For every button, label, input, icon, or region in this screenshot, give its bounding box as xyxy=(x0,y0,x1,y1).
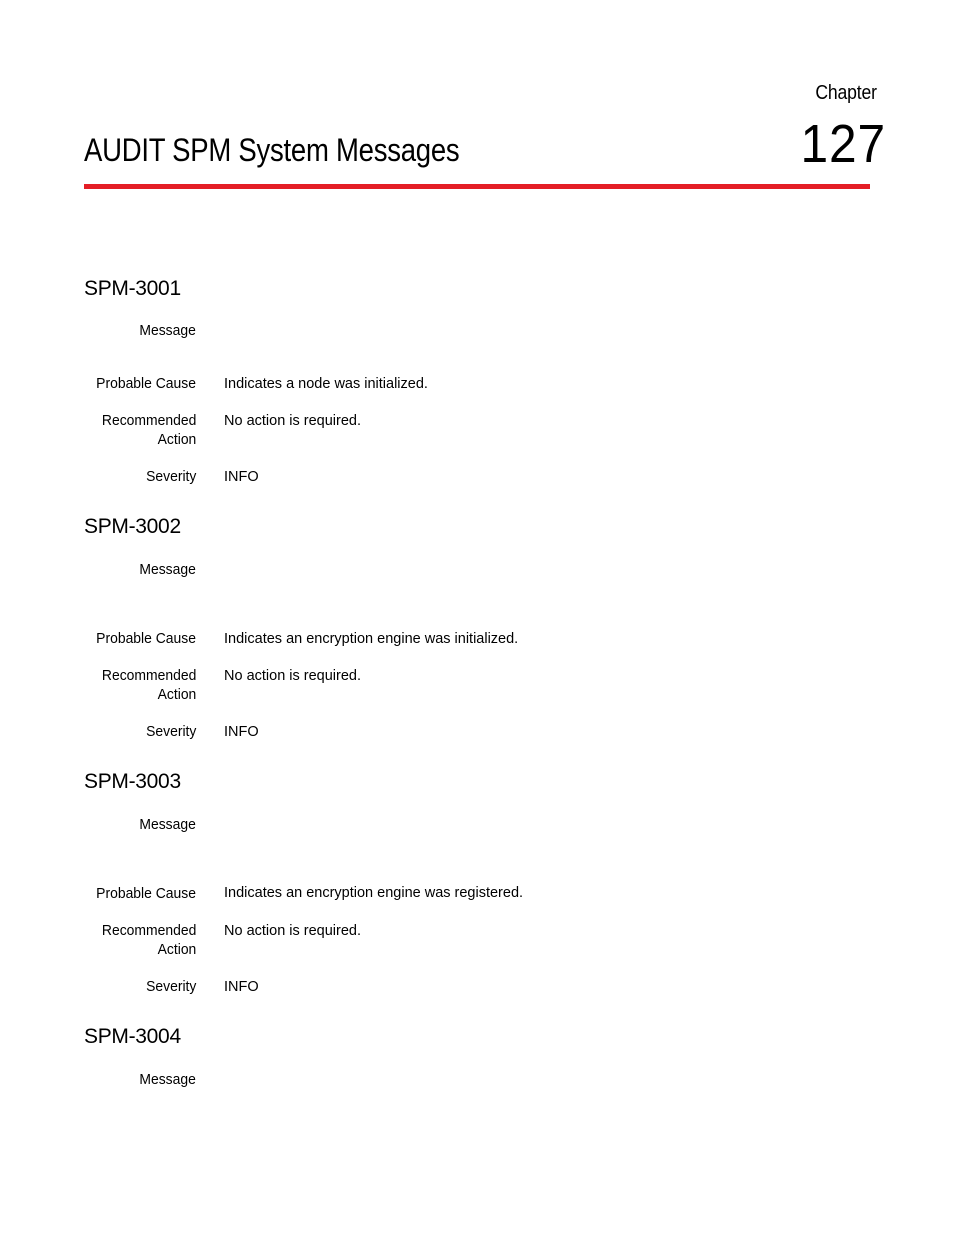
probable-cause-label: Probable Cause xyxy=(96,886,196,902)
probable-cause-value: Indicates a node was initialized. xyxy=(224,376,428,392)
section-heading-spm-3003: SPM-3003 xyxy=(84,770,181,793)
severity-label: Severity xyxy=(145,979,196,995)
message-label: Message xyxy=(139,323,196,339)
recommended-action-label-line2: Action xyxy=(157,687,196,703)
section-heading-spm-3001: SPM-3001 xyxy=(84,277,181,300)
chapter-label: Chapter xyxy=(815,82,877,104)
section-heading-spm-3002: SPM-3002 xyxy=(84,515,181,538)
probable-cause-label: Probable Cause xyxy=(96,631,196,647)
chapter-number: 127 xyxy=(800,114,886,174)
probable-cause-label: Probable Cause xyxy=(96,376,196,392)
severity-value: INFO xyxy=(224,469,259,485)
section-heading-spm-3004: SPM-3004 xyxy=(84,1025,181,1048)
recommended-action-label-line2: Action xyxy=(157,432,196,448)
message-label: Message xyxy=(139,562,196,578)
title-rule xyxy=(84,184,870,189)
recommended-action-value: No action is required. xyxy=(224,668,362,684)
message-label: Message xyxy=(139,817,196,833)
recommended-action-label-line2: Action xyxy=(157,942,196,958)
severity-value: INFO xyxy=(224,724,259,740)
severity-label: Severity xyxy=(145,469,196,485)
message-label: Message xyxy=(139,1072,196,1088)
severity-value: INFO xyxy=(224,979,259,995)
recommended-action-label-line1: Recommended xyxy=(101,668,196,684)
recommended-action-value: No action is required. xyxy=(224,413,362,429)
severity-label: Severity xyxy=(145,724,196,740)
probable-cause-value: Indicates an encryption engine was initialized. xyxy=(224,631,519,647)
recommended-action-label-line1: Recommended xyxy=(101,923,196,939)
chapter-title: AUDIT SPM System Messages xyxy=(84,132,460,168)
recommended-action-label-line1: Recommended xyxy=(101,413,196,429)
probable-cause-value: Indicates an encryption engine was registered. xyxy=(224,885,524,901)
recommended-action-value: No action is required. xyxy=(224,923,362,939)
